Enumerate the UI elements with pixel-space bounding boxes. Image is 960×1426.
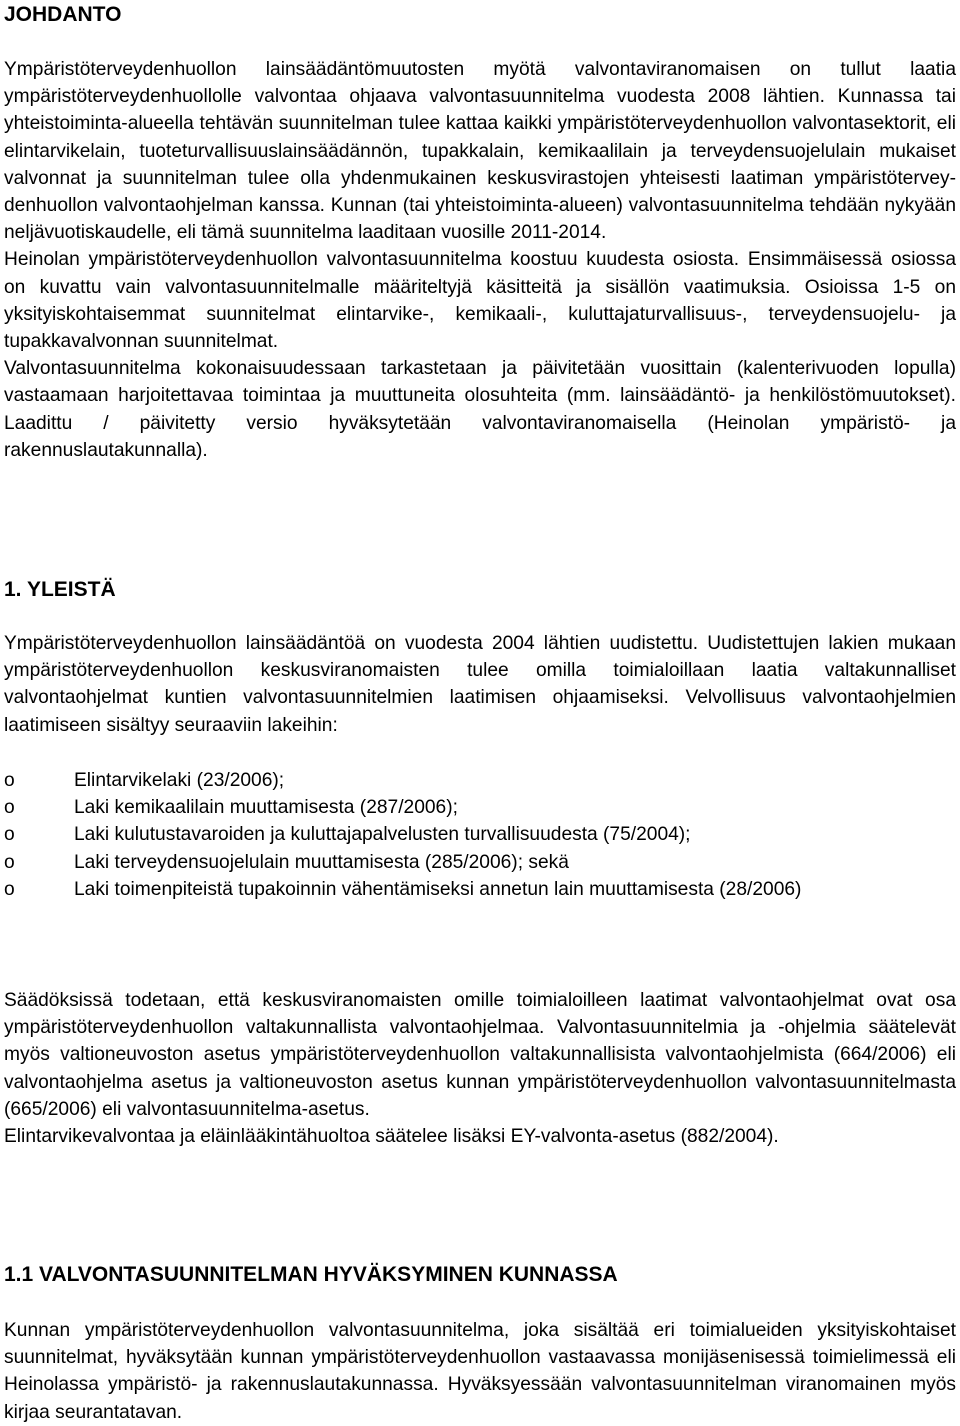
bullet-marker: o bbox=[4, 878, 15, 900]
section1-body bbox=[4, 987, 956, 1150]
section1-1-body bbox=[4, 1317, 956, 1426]
intro-paragraph-2: Heinolan ympäristöterveydenhuollon valvontasuunnitelma koostuu kuudesta osiosta. Ensimmäisessä osiossa on kuvattu vain valvontasuunnitelmalle määriteltyjä käsitteitä ja sisällön vaatimuksia. Osioissa 1-5 on yksityiskohtaisemmat suunnitelmat elintarvike-, kemikaali-, kuluttajaturvallisuus-, terveydensuojelu- ja tupakkavalvonnan suunnitelmat. bbox=[4, 249, 956, 353]
list-item bbox=[4, 821, 956, 848]
list-item bbox=[4, 794, 956, 821]
section1-paragraph-after-2: Elintarvikevalvontaa ja eläinlääkintähuoltoa säätelee lisäksi EY-valvonta-asetus (882/2004). bbox=[4, 1126, 779, 1148]
intro-paragraph-3: Valvontasuunnitelma kokonaisuudessaan tarkastetaan ja päivitetään vuosittain (kalenterivuoden lopulla) vastaamaan harjoitettavaa toimintaa ja muuttuneita olosuhteita (mm. lainsäädäntö- ja henkilöstömuutokset). Laadittu / päivitetty versio hyväksytetään valvontaviranomaisella (Heinolan ympäristö- ja rakennuslautakunnalla). bbox=[4, 358, 956, 461]
list-item-text: Laki kulutustavaroiden ja kuluttajapalvelusten turvallisuudesta (75/2004); bbox=[74, 824, 691, 846]
bullet-marker: o bbox=[4, 770, 15, 791]
intro-body bbox=[4, 56, 956, 464]
intro-paragraph-1: Ympäristöterveydenhuollon lainsäädäntömuutosten myötä valvontaviranomaisen on tullut laatia ympäristöterveydenhuollolle valvontaa ohjaava valvontasuunnitelma vuodesta 2008 lähtien. Kunnassa tai yhteistoiminta-alueella tehtävän suunnitelman tulee kattaa kaikki ympäristöterveydenhuollon valvontasektorit, eli elintarvikelain, tuoteturvallisuuslainsäädännön, tupakkalain, kemikaalilain ja terveydensuojelulain mukaiset valvonnat ja suunnitelman tulee olla yhdenmukainen keskusvirastojen yhteisesti laatiman ympäristöterveydenhuollon valvontaohjelman kanssa. Kunnan (tai yhteistoiminta-alueen) valvontasuunnitelma tehdään nykyään neljävuotiskaudelle, eli tämä suunnitelma laaditaan vuosille 2011-2014. bbox=[4, 59, 956, 244]
section1-1-paragraph: Kunnan ympäristöterveydenhuollon valvontasuunnitelma, joka sisältää eri toimialueiden yksityiskohtaiset suunnitelmat, hyväksytään kunnan ympäristöterveydenhuollon vastaavassa monijäsenisessä toimielimessä eli Heinolassa ympäristö- ja rakennuslautakunnassa. Hyväksyessään valvontasuunnitelman viranomainen myös kirjaa seurantatavan. bbox=[4, 1320, 956, 1423]
section1-paragraph-after-1: Säädöksissä todetaan, että keskusviranomaisten omille toimialoilleen laatimat valvontaohjelmat ovat osa ympäristöterveydenhuollon valtakunnallista valvontaohjelmaa. Valvontasuunnitelmia ja -ohjelmia säätelevät myös valtioneuvoston asetus ympäristöterveydenhuollon valtakunnallisista valvontaohjelmista (664/2006) eli valvontaohjelma asetus ja valtioneuvoston asetus kunnan ympäristöterveydenhuollon valvontasuunnitelmasta (665/2006) eli valvontasuunnitelma-asetus. bbox=[4, 990, 956, 1120]
heading-johdanto: JOHDANTO bbox=[4, 3, 122, 26]
heading-hyvaksyminen: 1.1 VALVONTASUUNNITELMAN HYVÄKSYMINEN KUNNASSA bbox=[4, 1263, 618, 1286]
list-item-text: Laki terveydensuojelulain muuttamisesta (285/2006); sekä bbox=[74, 851, 569, 873]
list-item bbox=[4, 849, 956, 876]
section1-paragraph: Ympäristöterveydenhuollon lainsäädäntöä on vuodesta 2004 lähtien uudistettu. Uudistettujen lakien mukaan ympäristöterveydenhuollon keskusviranomaisten tulee omilla toimialoillaan laatia valtakunnalliset valvontaohjelmat kuntien valvontasuunnitelmien laatimisen ohjaamiseksi. Velvollisuus valvontaohjelmien laatimiseen sisältyy seuraaviin lakeihin: bbox=[4, 633, 956, 736]
bullet-marker: o bbox=[4, 851, 15, 873]
list-item-text: Elintarvikelaki (23/2006); bbox=[74, 770, 285, 791]
section1-intro bbox=[4, 630, 956, 739]
list-item-text: Laki toimenpiteistä tupakoinnin vähentämiseksi annetun lain muuttamisesta (28/2006) bbox=[74, 878, 802, 900]
bullet-marker: o bbox=[4, 824, 15, 846]
law-list bbox=[4, 767, 956, 903]
bullet-marker: o bbox=[4, 797, 15, 819]
list-item-text: Laki kemikaalilain muuttamisesta (287/2006); bbox=[74, 797, 458, 819]
heading-yleista: 1. YLEISTÄ bbox=[4, 578, 116, 601]
list-item bbox=[4, 876, 956, 903]
list-item bbox=[4, 767, 956, 794]
